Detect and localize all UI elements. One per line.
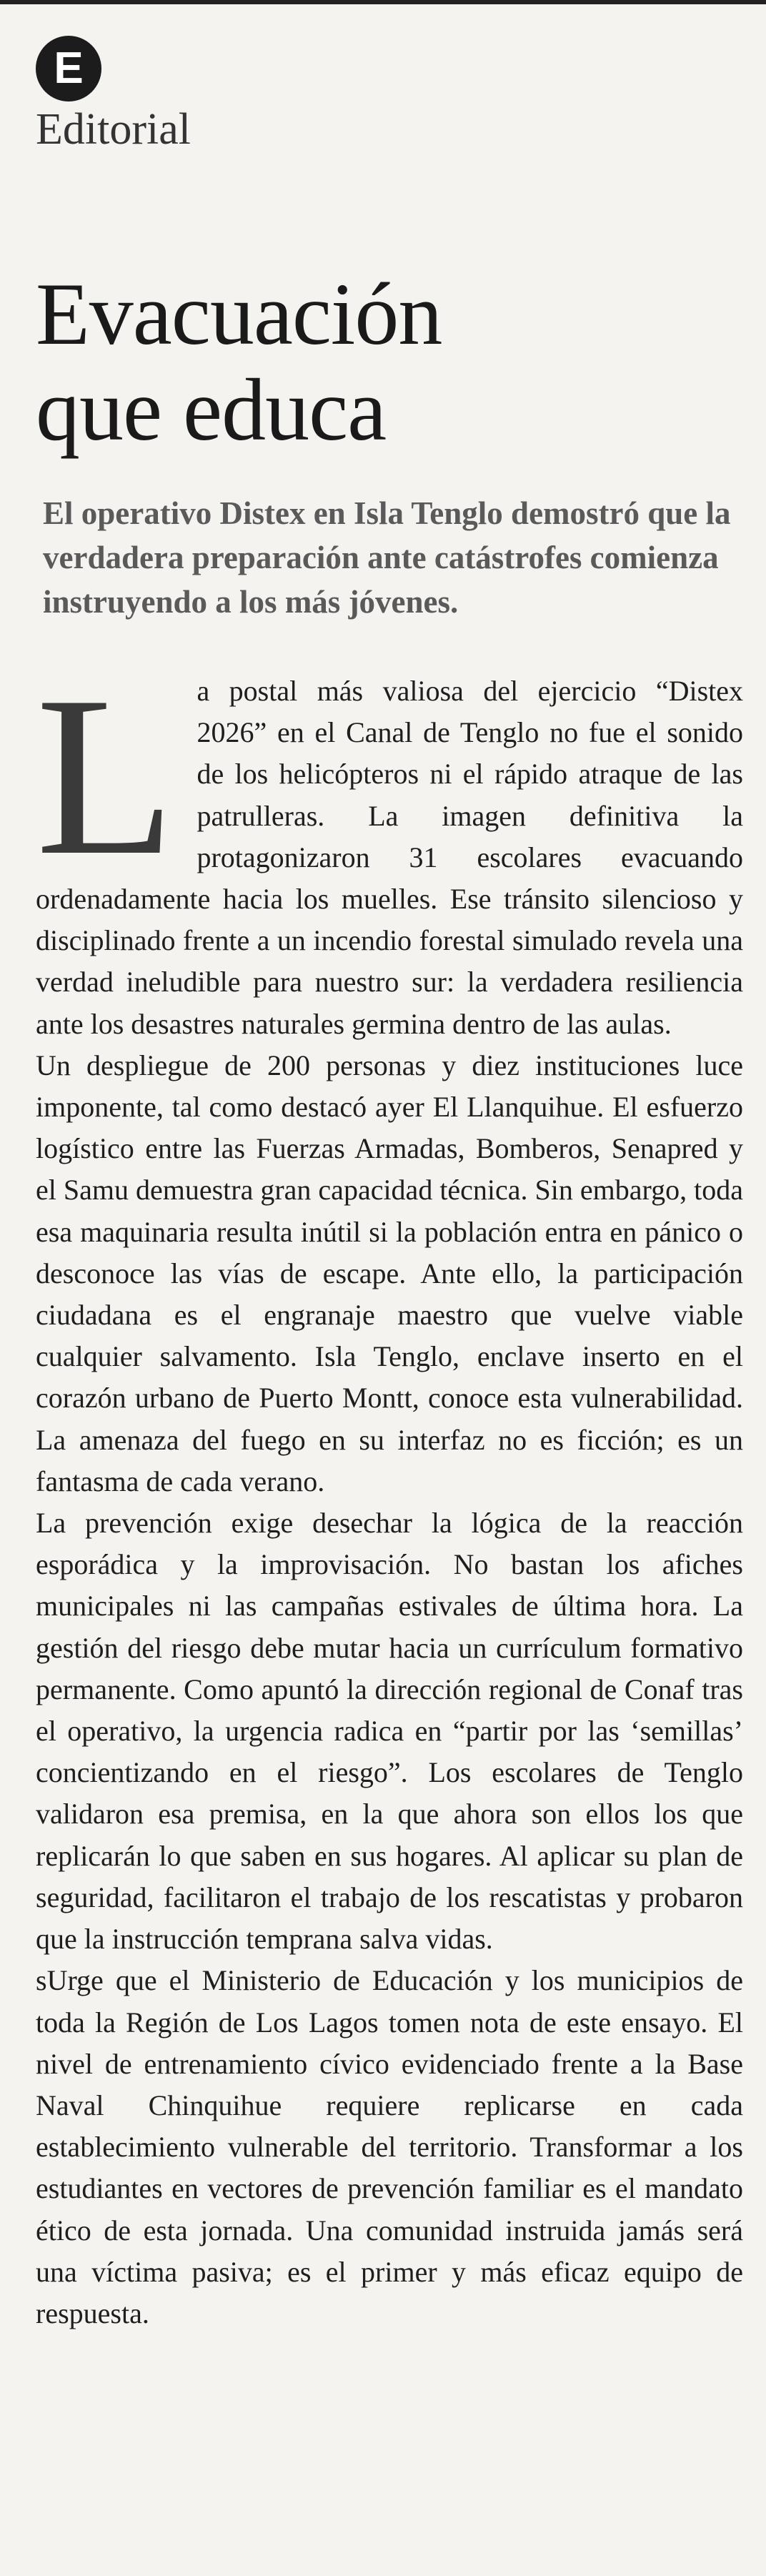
article-paragraph-1 [36,650,743,1045]
headline-line-2: que educa [36,361,387,460]
headline [36,267,736,458]
top-rule [0,0,766,4]
headline-line-1: Evacuación [36,265,442,364]
article-body [36,650,743,2334]
section-badge: E [36,36,101,101]
drop-cap: L [36,650,176,903]
article-paragraph-2: Un despliegue de 200 personas y diez instituciones luce imponente, tal como destacó ayer El Llanquihue. El esfuerzo logístico entre las Fuerzas Armadas, Bomberos, Senapred y el Samu demuestra gran capacidad técnica. Sin embargo, toda esa maquinaria resulta inútil si la población entra en pánico o desconoce las vías de escape. Ante ello, la participación ciudadana es el engranaje maestro que vuelve viable cualquier salvamento. Isla Tenglo, enclave inserto en el corazón urbano de Puerto Montt, conoce esta vulnerabilidad. La amenaza del fuego en su interfaz no es ficción; es un fantasma de cada verano. [36,1049,743,1497]
article-paragraph-4: sUrge que el Ministerio de Educación y los municipios de toda la Región de Los Lagos tomen nota de este ensayo. El nivel de entrenamiento cívico evidenciado frente a la Base Naval Chinquihue requiere replicarse en cada establecimiento vulnerable del territorio. Transformar a los estudiantes en vectores de prevención familiar es el mandato ético de esta jornada. Una comunidad instruida jamás será una víctima pasiva; es el primer y más eficaz equipo de respuesta. [36,1964,743,2329]
section-label: Editorial [36,105,191,154]
article-paragraph-1-text: a postal más valiosa del ejercicio “Distex 2026” en el Canal de Tenglo no fue el sonido de los helicópteros ni el rápido atraque de las patrulleras. La imagen definitiva la protagonizaron 31 escolares evacuando ordenadamente hacia los muelles. Ese tránsito silencioso y disciplinado frente a un incendio forestal simulado revela una verdad ineludible para nuestro sur: la verdadera resiliencia ante los desastres naturales germina dentro de las aulas. [36,675,743,1040]
dek: El operativo Distex en Isla Tenglo demostró que la verdadera preparación ante catástrofes comienza instruyendo a los más jóvenes. [43,495,731,620]
article-paragraph-3: La prevención exige desechar la lógica de la reacción esporádica y la improvisación. No bastan los afiches municipales ni las campañas estivales de última hora. La gestión del riesgo debe mutar hacia un currículum formativo permanente. Como apuntó la dirección regional de Conaf tras el operativo, la urgencia radica en “partir por las ‘semillas’ concientizando en el riesgo”. Los escolares de Tenglo validaron esa premisa, en la que ahora son ellos los que replicarán lo que saben en sus hogares. Al aplicar su plan de seguridad, facilitaron el trabajo de los rescatistas y probaron que la instrucción temprana salva vidas. [36,1507,743,1956]
